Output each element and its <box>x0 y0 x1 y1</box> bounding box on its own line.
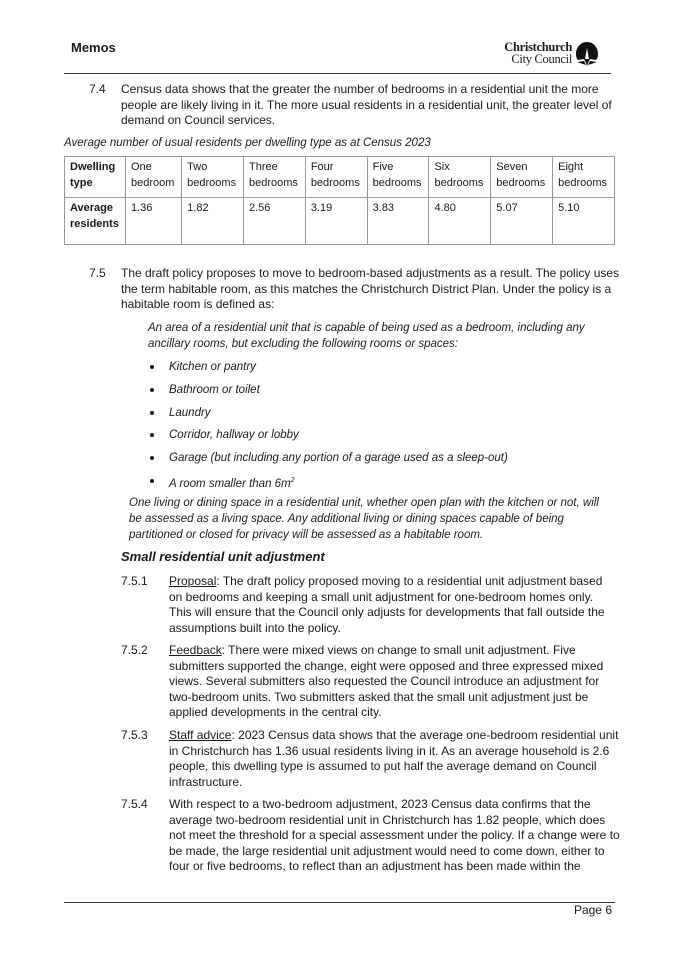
table-cell: 5.10 <box>553 198 615 245</box>
table-cell: 3.19 <box>305 198 367 245</box>
text-line: The draft policy proposes to move to bedroom-based adjustments as a result. The policy uses <box>121 266 620 280</box>
section-number: 7.5.3 <box>121 728 148 742</box>
table-header-cell: Three bedrooms <box>243 157 305 198</box>
section-7-5-text <box>121 266 619 313</box>
bullet-icon <box>150 479 154 483</box>
table-cell: 5.07 <box>491 198 553 245</box>
text-line: four or five bedrooms, to reflect than an adjustment has been made within the <box>169 859 581 873</box>
text-line: Proposal: The draft policy proposed moving to a residential unit adjustment based <box>169 574 603 588</box>
habitable-room-definition <box>148 320 585 352</box>
list-item: Garage (but including any portion of a garage used as a sleep-out) <box>148 450 508 473</box>
bullet-icon <box>150 365 154 369</box>
list-item: Corridor, hallway or lobby <box>148 427 508 450</box>
text-line: One living or dining space in a residential unit, whether open plan with the kitchen or not, will <box>129 497 599 509</box>
table-header-cell: One bedroom <box>126 157 182 198</box>
logo-line-2: City Council <box>511 52 572 66</box>
text-line: infrastructure. <box>169 774 243 789</box>
section-7-5-2-text <box>169 643 603 721</box>
header-title: Memos <box>71 40 116 55</box>
christchurch-council-emblem-icon <box>574 41 600 67</box>
table-cell: 2.56 <box>243 198 305 245</box>
list-item: Bathroom or toilet <box>148 382 508 405</box>
text-line: people, this dwelling type is assumed to put half the average demand on Council <box>169 759 597 773</box>
table-row-label: Dwelling type <box>65 157 126 198</box>
section-number: 7.4 <box>89 82 106 96</box>
table-cell: 1.82 <box>182 198 244 245</box>
text-line: With respect to a two-bedroom adjustment, 2023 Census data confirms that the <box>169 797 591 811</box>
text-line: partitioned or closed for privacy will be assessed as a habitable room. <box>129 529 484 541</box>
section-subheading: Small residential unit adjustment <box>121 549 325 564</box>
table-row <box>65 198 615 245</box>
list-item: A room smaller than $6m^2$ <box>148 473 508 496</box>
text-line: submitters supported the change, eight were opposed and three expressed mixed <box>169 658 604 673</box>
text-line: views. Several submitters also requested the Council introduce an adjustment for <box>169 674 600 688</box>
section-number: 7.5 <box>89 266 106 280</box>
section-7-5-1-text <box>169 574 605 636</box>
table-cell: 1.36 <box>126 198 182 245</box>
bullet-icon <box>150 388 154 392</box>
section-number: 7.5.2 <box>121 643 148 657</box>
list-item: Laundry <box>148 405 508 428</box>
table-caption: Average number of usual residents per dwelling type as at Census 2023 <box>64 137 431 149</box>
text-line: habitable room is defined as: <box>121 297 275 311</box>
table-cell: 3.83 <box>367 198 429 245</box>
table-cell: 4.80 <box>429 198 491 245</box>
table-header-cell: Seven bedrooms <box>491 157 553 198</box>
feedback-label: Feedback <box>169 643 222 657</box>
table-header-row <box>65 157 615 198</box>
census-residents-table <box>64 156 615 245</box>
bullet-icon <box>150 411 154 415</box>
list-item: Kitchen or pantry <box>148 359 508 382</box>
text-line: An area of a residential unit that is capable of being used as a bedroom, including any <box>148 322 585 334</box>
text-line: demand on Council services. <box>121 113 276 127</box>
header-divider <box>64 73 611 74</box>
text-line: ancillary rooms, but excluding the following rooms or spaces: <box>148 338 459 350</box>
logo-line-1: Christchurch <box>504 40 572 54</box>
bullet-icon <box>150 456 154 460</box>
table-row-label: Average residents <box>65 198 126 245</box>
text-line: assumptions built into the policy. <box>169 620 341 635</box>
text-line: two-bedroom units. Two submitters asked that the small unit adjustment just be <box>169 689 589 704</box>
table-header-cell: Six bedrooms <box>429 157 491 198</box>
footer-divider <box>64 902 615 903</box>
text-line: the term habitable room, as this matches the Christchurch District Plan. Under the policy is a <box>121 281 612 296</box>
section-7-5-4-text <box>169 797 620 875</box>
text-line: not meet the threshold for a special assessment under the policy. If a change were to <box>169 828 620 842</box>
table-header-cell: Two bedrooms <box>182 157 244 198</box>
text-line: Feedback: There were mixed views on change to small unit adjustment. Five <box>169 643 576 657</box>
text-line: be assessed as a living space. Any additional living or dining spaces capable of being <box>129 513 564 525</box>
bullet-icon <box>150 433 154 437</box>
text-line: people are likely living in it. The more usual residents in a residential unit, the greater level of <box>121 97 612 112</box>
page-number: Page 6 <box>573 903 612 917</box>
exclusions-list <box>148 359 508 496</box>
section-number: 7.5.4 <box>121 797 148 811</box>
text-line: applied developments in the central city. <box>169 705 382 719</box>
table-header-cell: Five bedrooms <box>367 157 429 198</box>
section-7-4-text <box>121 82 612 129</box>
text-line: average two-bedroom residential unit in Christchurch has 1.82 people, which does <box>169 812 606 827</box>
section-7-5-3-text <box>169 728 618 790</box>
text-line: This will ensure that the Council only adjusts for developments that fall outside the <box>169 605 605 619</box>
living-space-note <box>129 495 599 543</box>
text-line: be made, the large residential unit adjustment would need to come down, either to <box>169 843 605 858</box>
council-logo <box>498 41 602 69</box>
text-line: in Christchurch has 1.36 usual residents living in it. As an average household is 2.6 <box>169 743 610 758</box>
text-line: Census data shows that the greater the number of bedrooms in a residential unit the more <box>121 82 599 96</box>
staff-advice-label: Staff advice <box>169 728 232 742</box>
text-line: on bedrooms and keeping a small unit adjustment for one-bedroom homes only. <box>169 589 594 604</box>
section-number: 7.5.1 <box>121 574 148 588</box>
table-header-cell: Eight bedrooms <box>553 157 615 198</box>
text-line: Staff advice: 2023 Census data shows that the average one-bedroom residential unit <box>169 728 619 742</box>
table-header-cell: Four bedrooms <box>305 157 367 198</box>
proposal-label: Proposal <box>169 574 217 588</box>
